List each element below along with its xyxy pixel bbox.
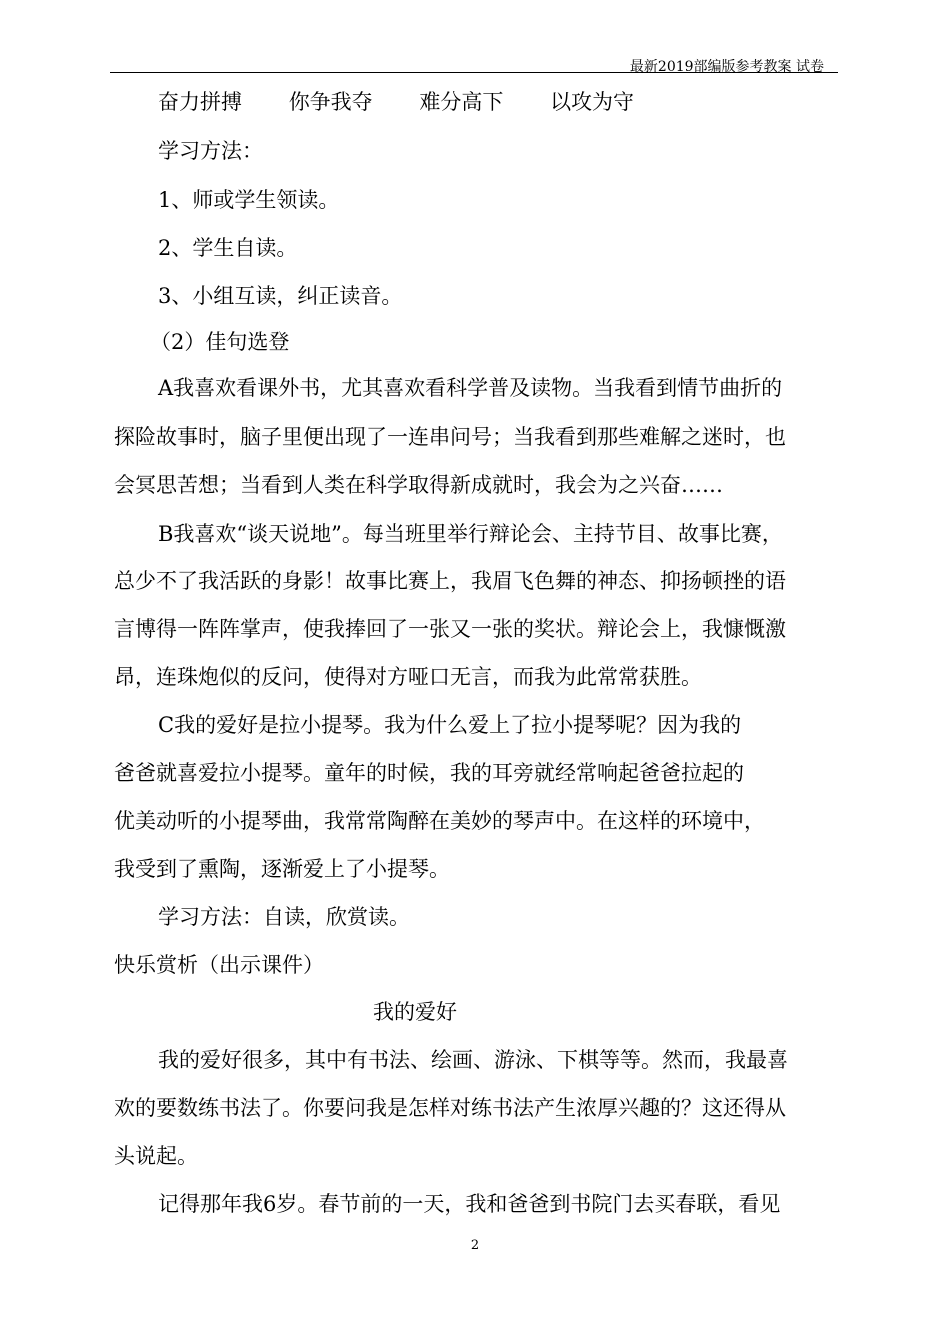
essay-line: 欢的要数练书法了。你要问我是怎样对练书法产生浓厚兴趣的？这还得从 [114,1096,786,1120]
paragraph-c-line: 爸爸就喜爱拉小提琴。童年的时候，我的耳旁就经常响起爸爸拉起的 [114,761,744,785]
method-heading: 学习方法： [158,139,263,163]
method-line: 学习方法：自读，欣赏读。 [158,905,410,929]
header-text: 最新2019部编版参考教案 试卷 [629,59,824,75]
essay-line: 我的爱好很多，其中有书法、绘画、游泳、下棋等等。然而，我最喜 [158,1048,788,1072]
step-item: 3、小组互读，纠正读音。 [158,284,403,308]
paragraph-a-line: 会冥思苦想；当看到人类在科学取得新成就时，我会为之兴奋…… [114,473,723,497]
word: 以攻为守 [550,90,635,114]
paragraph-b-line: 总少不了我活跃的身影！故事比赛上，我眉飞色舞的神态、抑扬顿挫的语 [114,569,786,593]
paragraph-c-line: 优美动听的小提琴曲，我常常陶醉在美妙的琴声中。在这样的环境中， [114,809,765,833]
essay-title: 我的爱好 [373,1000,457,1024]
paragraph-a-line: 探险故事时，脑子里便出现了一连串问号；当我看到那些难解之迷时，也 [114,425,786,449]
paragraph-c-line: 我受到了熏陶，逐渐爱上了小提琴。 [114,857,450,881]
paragraph-a-line: A我喜欢看课外书，尤其喜欢看科学普及读物。当我看到情节曲折的 [158,376,783,400]
step-item: 2、学生自读。 [158,236,298,260]
vocabulary-words [158,88,674,116]
paragraph-b-line: B我喜欢“谈天说地”。每当班里举行辩论会、主持节目、故事比赛， [158,522,783,546]
word: 难分高下 [419,90,504,114]
page-number: 2 [470,1238,480,1253]
word: 你争我夺 [288,90,373,114]
appreciation-heading: 快乐赏析（出示课件） [114,953,324,977]
section-heading: （2）佳句选登 [150,330,290,354]
essay-line: 记得那年我6岁。春节前的一天，我和爸爸到书院门去买春联，看见 [158,1192,781,1216]
paragraph-b-line: 言博得一阵阵掌声，使我捧回了一张又一张的奖状。辩论会上，我慷慨激 [114,617,786,641]
paragraph-b-line: 昂，连珠炮似的反问，使得对方哑口无言，而我为此常常获胜。 [114,665,702,689]
paragraph-c-line: C我的爱好是拉小提琴。我为什么爱上了拉小提琴呢？因为我的 [158,713,742,737]
step-item: 1、师或学生领读。 [158,188,340,212]
word: 奋力拼搏 [158,90,242,114]
essay-line: 头说起。 [114,1144,198,1168]
page-header [110,52,838,73]
